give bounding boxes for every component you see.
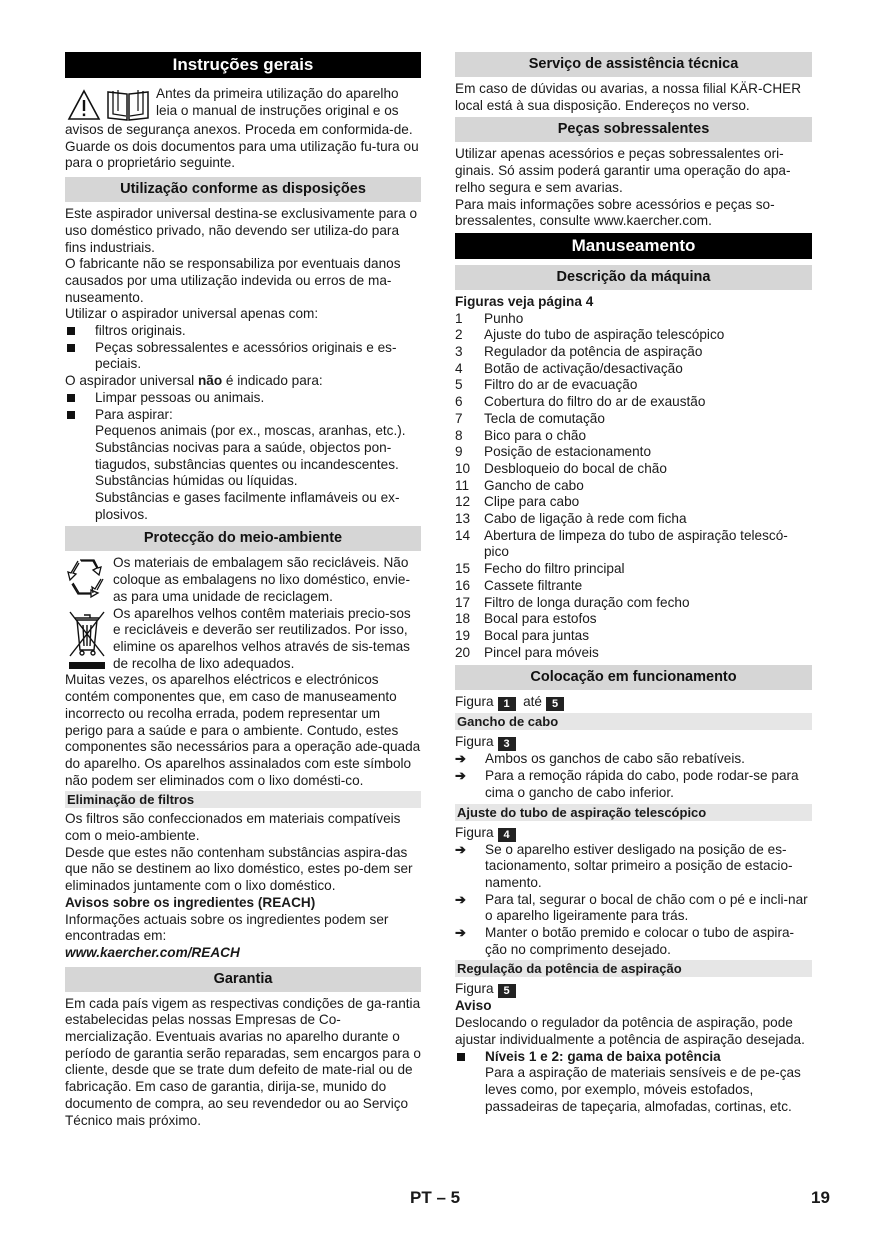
heading-filter-disposal: Eliminação de filtros [65, 791, 421, 808]
intro-text-2: avisos de segurança anexos. Proceda em conformida-de. Guarde os dois documentos para uma utilização fu-tura ou para o proprietário seguinte. [65, 122, 419, 171]
item-label: Bocal para estofos [484, 611, 597, 627]
item-number: 4 [455, 360, 463, 376]
list-item [455, 444, 812, 461]
arrow-right-icon: ➔ [455, 925, 466, 941]
intro-block [65, 84, 421, 172]
usage-text-2: O fabricante não se responsabiliza por eventuais danos causados por uma utilização indevida ou erros de ma-nuseamento. [65, 256, 401, 305]
env-block-2 [65, 606, 421, 673]
heading-spare-parts: Peças sobressalentes [455, 117, 812, 142]
list-item: ➔ Para a remoção rápida do cabo, pode rodar-se para cima o gancho de cabo inferior. [455, 768, 799, 800]
env-text-3: Muitas vezes, os aparelhos eléctricos e electrónicos contém componentes que, em caso de manuseamento incorrecto ou recolha errada, podem representar um perigo para a saúde e para o ambiente. Contudo, estes componentes são necessários para a operação ade-quada do aparelho. Os aparelhos assinalados com este símbolo não podem ser eliminados com o lixo domésti-co. [65, 672, 421, 788]
reach-title: Avisos sobre os ingredientes (REACH) [65, 894, 316, 910]
item-number: 20 [455, 644, 471, 660]
list-item: Peças sobressalentes e acessórios originais e es-peciais. [65, 340, 421, 373]
item-label: Bocal para juntas [484, 627, 590, 643]
item-label: Desbloqueio do bocal de chão [484, 460, 667, 476]
item-number: 10 [455, 460, 471, 476]
item-label: Pincel para móveis [484, 644, 599, 660]
power-text: Deslocando o regulador da potência de aspiração, pode ajustar individualmente a potência de aspiração desejada. [455, 1015, 805, 1047]
figures-title: Figuras veja página 4 [455, 293, 594, 309]
list-item [455, 528, 812, 561]
arrow-right-icon: ➔ [455, 751, 466, 767]
heading-environment: Protecção do meio-ambiente [65, 526, 421, 551]
list-item: Para aspirar: [65, 407, 421, 424]
item-label: Filtro do ar de evacuação [484, 377, 638, 393]
heading-intended-use: Utilização conforme as disposições [65, 177, 421, 202]
reach-url[interactable]: www.kaercher.com/REACH [65, 944, 240, 960]
list-item [455, 511, 812, 528]
list-item [455, 595, 812, 612]
arrow-right-icon: ➔ [455, 768, 466, 784]
heading-startup: Colocação em funcionamento [455, 665, 812, 690]
left-column [65, 52, 421, 1129]
list-item [455, 394, 812, 411]
item-number: 19 [455, 627, 471, 643]
item-label: Cassete filtrante [484, 577, 583, 593]
item-label: Posição de estacionamento [484, 444, 652, 460]
heading-service: Serviço de assistência técnica [455, 52, 812, 77]
intro-text-1: Antes da primeira utilização do aparelho leia o manual de instruções original e os [156, 86, 399, 118]
reach-text: Informações actuais sobre os ingredientes podem ser encontradas em: [65, 911, 389, 944]
item-label: Cobertura do filtro do ar de exaustão [484, 394, 706, 410]
list-item [455, 428, 812, 445]
intro-icons [67, 88, 152, 122]
env-block-1 [65, 555, 421, 605]
usage-sub-3: Substâncias húmidas ou líquidas. [95, 473, 298, 489]
list-item [455, 561, 812, 578]
heading-telescopic-tube: Ajuste do tubo de aspiração telescópico [455, 804, 812, 821]
figure-ref: Figura 3 [455, 734, 812, 751]
heading-machine-description: Descrição da máquina [455, 265, 812, 290]
list-item [455, 361, 812, 378]
list-item [455, 578, 812, 595]
list-item: ➔ Ambos os ganchos de cabo são rebatíveis. [455, 751, 745, 767]
bullet-square-icon [67, 327, 75, 335]
parts-text-1: Utilizar apenas acessórios e peças sobressalentes ori-ginais. Só assim poderá garantir uma operação do apa-relho segura e sem avarias. [455, 146, 791, 195]
arrow-right-icon: ➔ [455, 891, 466, 907]
item-label: Bico para o chão [484, 427, 587, 443]
list-item [455, 645, 812, 662]
figure-badge: 4 [498, 828, 516, 842]
figure-ref: Figura 1 até 5 [455, 694, 812, 711]
figure-badge: 5 [498, 984, 516, 998]
parts-text-2: Para mais informações sobre acessórios e peças so-bressalentes, consulte www.kaercher.com. [455, 196, 775, 229]
item-number: 7 [455, 410, 463, 426]
right-column [455, 52, 812, 1115]
item-label: Fecho do filtro principal [484, 561, 625, 577]
manual-book-icon [105, 88, 151, 122]
item-number: 17 [455, 594, 471, 610]
list-item: ➔ Manter o botão premido e colocar o tubo de aspira-ção no comprimento desejado. [455, 925, 795, 957]
usage-text-4: O aspirador universal não é indicado para: [65, 373, 323, 389]
list-item: ➔ Se o aparelho estiver desligado na posição de es-tacionamento, soltar primeiro a posição de estacio-namento. [455, 841, 793, 890]
usage-text-3: Utilizar o aspirador universal apenas com: [65, 306, 319, 322]
item-number: 16 [455, 577, 471, 593]
parts-list [455, 311, 812, 662]
item-number: 14 [455, 527, 471, 543]
item-label: Filtro de longa duração com fecho [484, 594, 690, 610]
notice-title: Aviso [455, 998, 492, 1014]
footer-language-page: PT – 5 [410, 1188, 461, 1207]
item-label: Cabo de ligação à rede com ficha [484, 511, 687, 527]
env-text-2: Os aparelhos velhos contêm materiais precio-sos e recicláveis e deverão ser reutilizados. Por isso, elimine os aparelhos velhos através de sis-temas de recolha de lixo adequados. [113, 605, 411, 671]
list-item [455, 628, 812, 645]
filters-text-2: Desde que estes não contenham substâncias aspira-das que não se destinem ao lixo doméstico, estes po-dem ser eliminados juntamente com o lixo doméstico. [65, 844, 413, 894]
list-item [455, 411, 812, 428]
figure-badge: 1 [498, 697, 516, 711]
figure-ref: Figura 4 [455, 825, 812, 842]
usage-sub-2: Substâncias nocivas para a saúde, objectos pon-tiagudos, substâncias quentes ou incandescentes. [95, 439, 399, 472]
list-item: Níveis 1 e 2: gama de baixa potência [455, 1049, 812, 1066]
item-number: 2 [455, 327, 463, 343]
warning-icon [67, 89, 101, 121]
item-number: 1 [455, 310, 463, 326]
bullet-square-icon [67, 394, 75, 402]
heading-suction-power: Regulação da potência de aspiração [455, 960, 812, 977]
list-item: filtros originais. [65, 323, 421, 340]
arrow-right-icon: ➔ [455, 841, 466, 857]
recycle-icon [65, 555, 109, 605]
heading-general-instructions: Instruções gerais [65, 52, 421, 78]
usage-sub-4: Substâncias e gases facilmente inflamáveis ou ex-plosivos. [95, 490, 400, 522]
bullet-square-icon [457, 1053, 465, 1061]
item-number: 8 [455, 427, 463, 443]
usage-sub-1: Pequenos animais (por ex., moscas, aranhas, etc.). [95, 423, 406, 439]
crossed-bin-icon [65, 606, 109, 670]
level-text: Para a aspiração de materiais sensíveis e de pe-ças leves como, por exemplo, móveis estofados, passadeiras de tapeçaria, almofadas, cortinas, etc. [485, 1065, 801, 1114]
list-item: Limpar pessoas ou animais. [65, 390, 421, 407]
usage-text-1: Este aspirador universal destina-se exclusivamente para o uso doméstico privado, não devendo ser utiliza-do para fins industriais. [65, 206, 418, 255]
item-number: 5 [455, 377, 463, 393]
list-item [455, 461, 812, 478]
figure-ref: Figura 5 [455, 981, 812, 998]
item-number: 11 [455, 477, 470, 493]
item-label: Botão de activação/desactivação [484, 360, 683, 376]
list-item [455, 478, 812, 495]
heading-warranty: Garantia [65, 967, 421, 992]
filters-text-1: Os filtros são confeccionados em materiais compatíveis com o meio-ambiente. [65, 811, 401, 844]
env-text-1: Os materiais de embalagem são recicláveis. Não coloque as embalagens no lixo doméstico, envie-as para uma unidade de reciclagem. [113, 555, 410, 604]
list-item [455, 327, 812, 344]
list-item [455, 311, 812, 328]
item-label: Gancho de cabo [484, 477, 584, 493]
figure-badge: 3 [498, 737, 516, 751]
item-label: Clipe para cabo [484, 494, 580, 510]
item-label: Ajuste do tubo de aspiração telescópico [484, 327, 725, 343]
list-item: ➔ Para tal, segurar o bocal de chão com o pé e incli-nar o aparelho ligeiramente para trás. [455, 891, 808, 924]
footer-page-number: 19 [811, 1188, 830, 1207]
item-label: Abertura de limpeza do tubo de aspiração telescó-pico [484, 527, 788, 560]
warranty-text: Em cada país vigem as respectivas condições de ga-rantia estabelecidas pelas nossas Empresas de Co-mercialização. Eventuais avarias no aparelho durante o período de garantia serão reparadas, sem encargos para o cliente, desde que se trate dum defeito de mate-rial ou de fabricação. Em caso de garantia, dirija-se, munido do documento de compra, ao seu revendedor ou ao Serviço Técnico mais próximo. [65, 995, 421, 1128]
heading-cable-hook: Gancho de cabo [455, 713, 812, 730]
list-item [455, 344, 812, 361]
figure-badge: 5 [546, 697, 564, 711]
item-number: 6 [455, 394, 463, 410]
list-item [455, 494, 812, 511]
list-item [455, 377, 812, 394]
item-label: Regulador da potência de aspiração [484, 344, 703, 360]
list-item [455, 611, 812, 628]
item-number: 9 [455, 444, 463, 460]
item-label: Tecla de comutação [484, 410, 605, 426]
item-number: 18 [455, 611, 471, 627]
heading-handling: Manuseamento [455, 233, 812, 259]
item-number: 15 [455, 561, 471, 577]
item-number: 13 [455, 511, 471, 527]
item-number: 3 [455, 344, 463, 360]
item-label: Punho [484, 310, 524, 326]
bullet-square-icon [67, 411, 75, 419]
item-number: 12 [455, 494, 471, 510]
service-text: Em caso de dúvidas ou avarias, a nossa filial KÄR-CHER local está à sua disposição. Endereços no verso. [455, 81, 802, 113]
bullet-square-icon [67, 344, 75, 352]
